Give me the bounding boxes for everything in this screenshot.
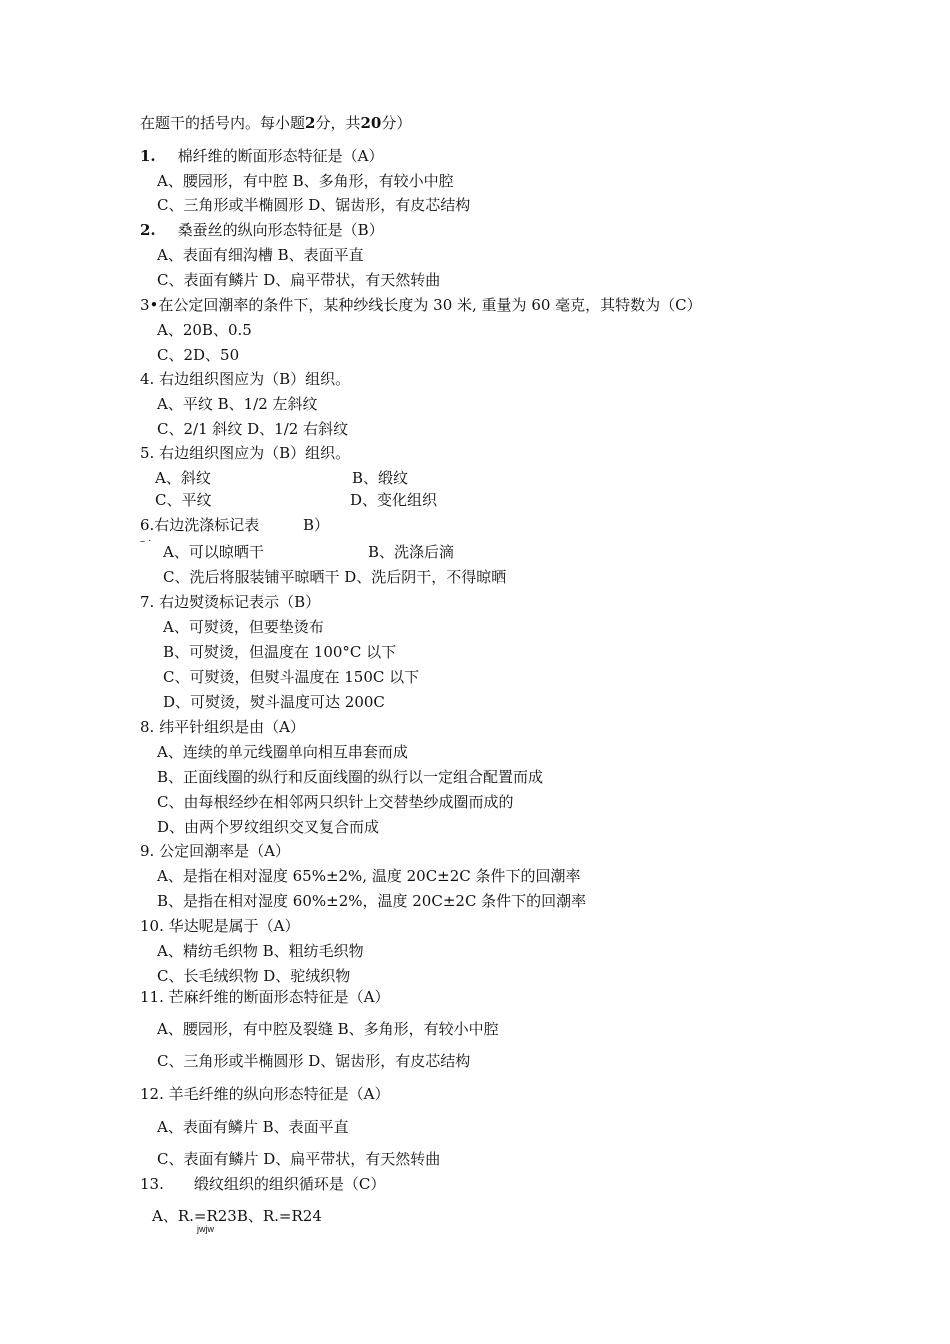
intro-text-c: 分） [381, 114, 412, 132]
question-number: 13. [140, 1175, 164, 1193]
question-8-option-a: A、连续的单元线圈单向相互串套而成 [157, 743, 408, 761]
question-number: 1. [140, 147, 156, 165]
question-6-option-b: B、洗涤后滴 [368, 543, 455, 561]
question-4-options-ab: A、平纹 B、1/2 左斜纹 [157, 395, 318, 413]
question-2-stem [140, 220, 384, 240]
question-2-options-ab: A、表面有细沟槽 B、表面平直 [157, 246, 364, 264]
question-9-option-a: A、是指在相对湿度 65%±2%, 温度 20C±2C 条件下的回潮率 [157, 867, 581, 885]
question-6-stem: 6.右边洗涤标记表 [140, 516, 260, 534]
question-6-options-cd: C、洗后将服装铺平晾晒干 D、洗后阴干，不得晾晒 [163, 568, 507, 586]
question-7-option-b: B、可熨烫，但温度在 100°C 以下 [163, 643, 397, 661]
question-6-option-a: A、可以晾晒干 [163, 543, 264, 561]
question-4-stem: 4. 右边组织图应为（B）组织。 [140, 370, 351, 388]
question-7-stem: 7. 右边熨烫标记表示（B） [140, 593, 321, 611]
question-11-stem: 11. 芒麻纤维的断面形态特征是（A） [140, 988, 390, 1006]
question-12-stem: 12. 羊毛纤维的纵向形态特征是（A） [140, 1085, 390, 1103]
question-3-stem: 3•在公定回潮率的条件下，某种纱线长度为 30 米, 重量为 60 毫克，其特数为（C） [140, 296, 702, 314]
question-12-options-ab: A、表面有鳞片 B、表面平直 [157, 1118, 349, 1136]
question-10-options-cd: C、长毛绒织物 D、驼绒织物 [157, 967, 351, 985]
question-8-option-d: D、由两个罗纹组织交叉复合而成 [157, 818, 380, 836]
intro-text-a: 在题干的括号内。每小题 [140, 114, 306, 132]
question-10-stem: 10. 华达呢是属于（A） [140, 917, 300, 935]
intro-text-b: 分，共 [315, 114, 361, 132]
question-1-stem [140, 146, 384, 166]
question-5-option-c: C、平纹 [155, 491, 212, 509]
question-5-option-a: A、斜纹 [155, 469, 211, 487]
question-2-options-cd: C、表面有鳞片 D、扁平带状，有天然转曲 [157, 271, 441, 289]
question-8-option-b: B、正面线圈的纵行和反面线圈的纵行以一定组合配置而成 [157, 768, 544, 786]
question-4-options-cd: C、2/1 斜纹 D、1/2 右斜纹 [157, 420, 349, 438]
question-7-option-a: A、可熨烫，但要垫烫布 [163, 618, 324, 636]
question-7-option-c: C、可熨烫，但熨斗温度在 150C 以下 [163, 668, 420, 686]
intro-points-each: 2 [305, 114, 316, 132]
question-6-stray-mark: – · [140, 536, 152, 547]
question-5-stem: 5. 右边组织图应为（B）组织。 [140, 444, 351, 462]
question-8-stem: 8. 纬平针组织是由（A） [140, 718, 305, 736]
question-3-options-cd: C、2D、50 [157, 346, 240, 364]
question-12-options-cd: C、表面有鳞片 D、扁平带状，有天然转曲 [157, 1150, 441, 1168]
question-9-option-b: B、是指在相对湿度 60%±2%，温度 20C±2C 条件下的回潮率 [157, 892, 587, 910]
question-10-options-ab: A、精纺毛织物 B、粗纺毛织物 [157, 942, 364, 960]
question-text: 桑蚕丝的纵向形态特征是（B） [177, 221, 384, 239]
question-11-options-ab: A、腰园形，有中腔及裂缝 B、多角形，有较小中腔 [157, 1020, 499, 1038]
question-8-option-c: C、由每根经纱在相邻两只织针上交替垫纱成圈而成的 [157, 793, 514, 811]
question-1-options-ab: A、腰园形，有中腔 B、多角形，有较小中腔 [157, 172, 454, 190]
question-text: 缎纹组织的组织循环是（C） [193, 1175, 386, 1193]
intro-line [140, 113, 411, 133]
question-11-options-cd: C、三角形或半椭圆形 D、锯齿形，有皮芯结构 [157, 1052, 471, 1070]
question-5-option-d: D、变化组织 [350, 491, 438, 509]
question-3-options-ab: A、20B、0.5 [157, 321, 252, 339]
question-text: 棉纤维的断面形态特征是（A） [177, 147, 384, 165]
question-13-stem [140, 1174, 385, 1194]
question-6-answer: B） [303, 516, 330, 534]
question-13-subscript: jwjw [197, 1224, 214, 1234]
question-5-option-b: B、缎纹 [352, 469, 409, 487]
question-13-options-ab: A、R.=R23B、R.=R24 [152, 1207, 322, 1225]
question-9-stem: 9. 公定回潮率是（A） [140, 842, 290, 860]
question-7-option-d: D、可熨烫，熨斗温度可达 200C [163, 693, 385, 711]
intro-points-total: 20 [360, 114, 382, 132]
question-number: 2. [140, 221, 156, 239]
question-1-options-cd: C、三角形或半椭圆形 D、锯齿形，有皮芯结构 [157, 196, 471, 214]
